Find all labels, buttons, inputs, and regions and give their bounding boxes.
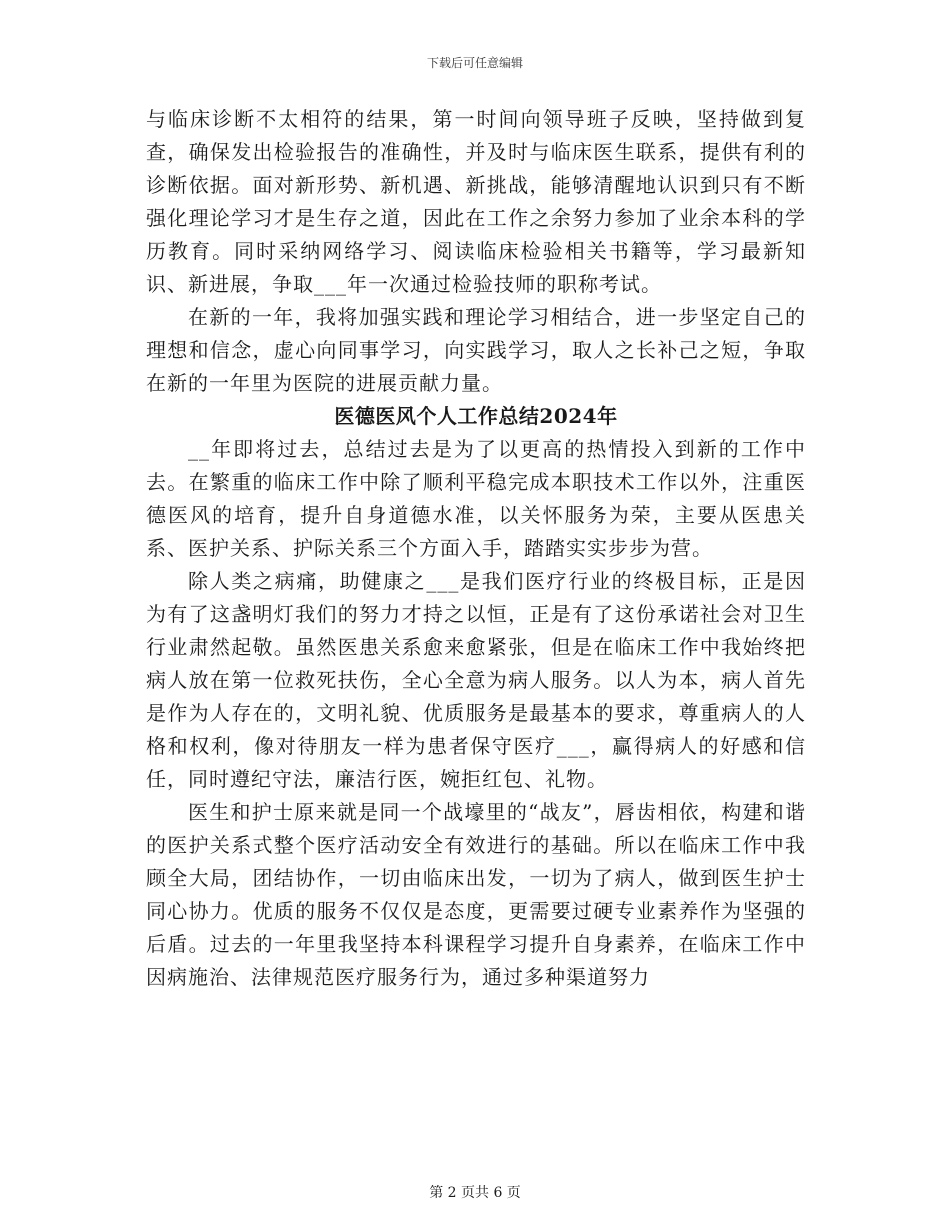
paragraph-continuation: 与临床诊断不太相符的结果，第一时间向领导班子反映，坚持做到复查，确保发出检验报告的准确性，并及时与临床医生联系，提供有利的诊断依据。面对新形势、新机遇、新挑战，能够清醒地认识到只有不断强化理论学习才是生存之道，因此在工作之余努力参加了业余本科的学历教育。同时采纳网络学习、阅读临床检验相关书籍等，学习最新知识、新进展，争取___年一次通过检验技师的职称考试。 <box>146 107 806 296</box>
paragraph-new-year: 在新的一年，我将加强实践和理论学习相结合，进一步坚定自己的理想和信念，虚心向同事学习，向实践学习，取人之长补己之短，争取在新的一年里为医院的进展贡献力量。 <box>146 305 806 395</box>
paragraph-doctor-patient: 除人类之病痛，助健康之___是我们医疗行业的终极目标，正是因为有了这盏明灯我们的努力才持之以恒，正是有了这份承诺社会对卫生行业肃然起敬。虽然医患关系愈来愈紧张，但是在临床工作中我始终把病人放在第一位救死扶伤，全心全意为病人服务。以人为本，病人首先是作为人存在的，文明礼貌、优质服务是最基本的要求，尊重病人的人格和权利，像对待朋友一样为患者保守医疗___，赢得病人的好感和信任，同时遵纪守法，廉洁行医，婉拒红包、礼物。 <box>146 569 806 791</box>
section-title: 医德医风个人工作总结2024年 <box>334 404 618 428</box>
page-footer: 第 2 页共 6 页 <box>429 1185 521 1201</box>
document-body <box>146 103 806 994</box>
page-header: 下载后可任意编辑 <box>426 56 523 70</box>
paragraph-doctor-nurse: 医生和护士原来就是同一个战壕里的“战友”，唇齿相依，构建和谐的医护关系式整个医疗活动安全有效进行的基础。所以在临床工作中我顾全大局，团结协作，一切由临床出发，一切为了病人，做到医生护士同心协力。优质的服务不仅仅是态度，更需要过硬专业素养作为坚强的后盾。过去的一年里我坚持本科课程学习提升自身素养，在临床工作中因病施治、法律规范医疗服务行为，通过多种渠道努力 <box>146 800 806 989</box>
paragraph-intro: __年即将过去，总结过去是为了以更高的热情投入到新的工作中去。在繁重的临床工作中除了顺利平稳完成本职技术工作以外，注重医德医风的培育，提升自身道德水准，以关怀服务为荣，主要从医患关系、医护关系、护际关系三个方面入手，踏踏实实步步为营。 <box>146 437 806 560</box>
